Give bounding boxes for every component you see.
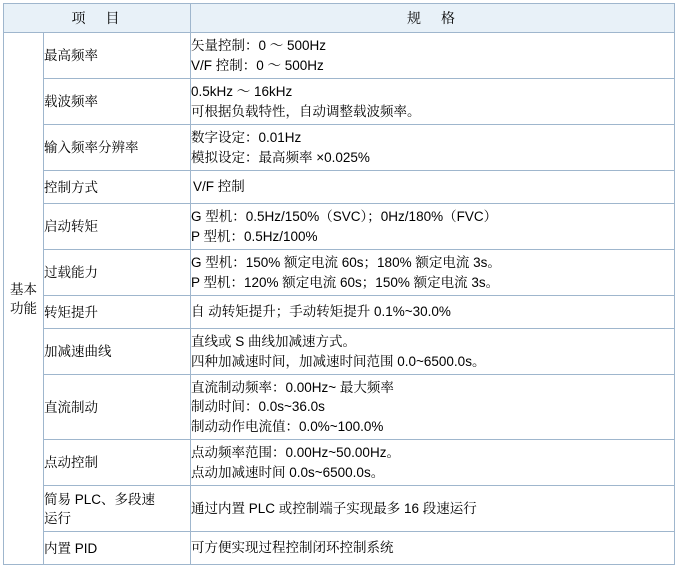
spec-line: G 型机：0.5Hz/150%（SVC）；0Hz/180%（FVC） [191, 209, 498, 224]
row-spec-cell [191, 486, 675, 532]
row-spec-cell [191, 79, 675, 125]
spec-line: 可方便实现过程控制闭环控制系统 [191, 540, 394, 556]
row-item-label: 输入频率分辨率 [44, 125, 191, 171]
row-item-label: 转矩提升 [44, 296, 191, 329]
spec-line: 点动频率范围：0.00Hz~50.00Hz。 [191, 445, 400, 460]
table-row [4, 375, 675, 440]
spec-line: P 型机：0.5Hz/100% [191, 228, 318, 244]
table-row [4, 486, 675, 532]
row-item-label: 点动控制 [44, 440, 191, 486]
row-item-label: 最高频率 [44, 33, 191, 79]
header-spec: 规 格 [191, 4, 675, 33]
table-row [4, 329, 675, 375]
row-item-label-line2: 运行 [44, 510, 71, 526]
row-spec-cell [191, 204, 675, 250]
table-row [4, 171, 675, 204]
spec-line: 制动动作电流值：0.0%~100.0% [191, 418, 384, 434]
table-row [4, 250, 675, 296]
table-row [4, 125, 675, 171]
spec-sheet [0, 3, 678, 569]
row-item-label-line1: 简易 PLC、多段速 [44, 491, 156, 507]
row-item-label: 直流制动 [44, 375, 191, 440]
row-item-label: 控制方式 [44, 171, 191, 204]
row-spec-cell [191, 33, 675, 79]
row-spec-cell [191, 296, 675, 329]
spec-line: G 型机：150% 额定电流 60s；180% 额定电流 3s。 [191, 255, 501, 270]
header-item: 项 目 [4, 4, 191, 33]
group-label-cell [4, 33, 44, 565]
spec-line: 可根据负载特性，自动调整载波频率。 [191, 103, 421, 119]
row-item-label [44, 486, 191, 532]
row-item-label: 过载能力 [44, 250, 191, 296]
spec-line: V/F 控制 [193, 179, 245, 195]
spec-line: 矢量控制：0 ～ 500Hz [191, 38, 327, 53]
spec-line: 直线或 S 曲线加减速方式。 [191, 334, 357, 349]
spec-line: 自 动转矩提升；手动转矩提升 0.1%~30.0% [191, 304, 451, 320]
spec-line: 0.5kHz ～ 16kHz [191, 84, 293, 99]
table-header-row [4, 4, 675, 33]
spec-line: 四种加减速时间，加减速时间范围 0.0~6500.0s。 [191, 353, 486, 369]
row-spec-cell [191, 250, 675, 296]
spec-line: 数字设定：0.01Hz [191, 130, 302, 145]
spec-line: 直流制动频率：0.00Hz~ 最大频率 [191, 379, 394, 395]
row-spec-cell [191, 440, 675, 486]
spec-line: 制动时间：0.0s~36.0s [191, 399, 325, 415]
table-row [4, 33, 675, 79]
row-spec-cell [191, 375, 675, 440]
spec-line: V/F 控制：0 ～ 500Hz [191, 57, 324, 73]
group-label-line2: 功能 [10, 300, 37, 316]
spec-line: P 型机：120% 额定电流 60s；150% 额定电流 3s。 [191, 274, 500, 290]
group-label-line1: 基本 [10, 281, 37, 297]
table-row [4, 79, 675, 125]
row-item-label: 启动转矩 [44, 204, 191, 250]
row-spec-cell [191, 532, 675, 565]
row-item-label: 内置 PID [44, 532, 191, 565]
specification-table [3, 3, 675, 565]
row-item-label: 加减速曲线 [44, 329, 191, 375]
table-row [4, 204, 675, 250]
row-spec-cell [191, 125, 675, 171]
row-item-label: 载波频率 [44, 79, 191, 125]
row-spec-cell [191, 171, 675, 204]
table-row [4, 532, 675, 565]
spec-line: 通过内置 PLC 或控制端子实现最多 16 段速运行 [191, 500, 477, 516]
row-spec-cell [191, 329, 675, 375]
spec-line: 模拟设定：最高频率 ×0.025% [191, 149, 370, 165]
spec-line: 点动加减速时间 0.0s~6500.0s。 [191, 464, 385, 480]
table-row [4, 440, 675, 486]
table-row [4, 296, 675, 329]
